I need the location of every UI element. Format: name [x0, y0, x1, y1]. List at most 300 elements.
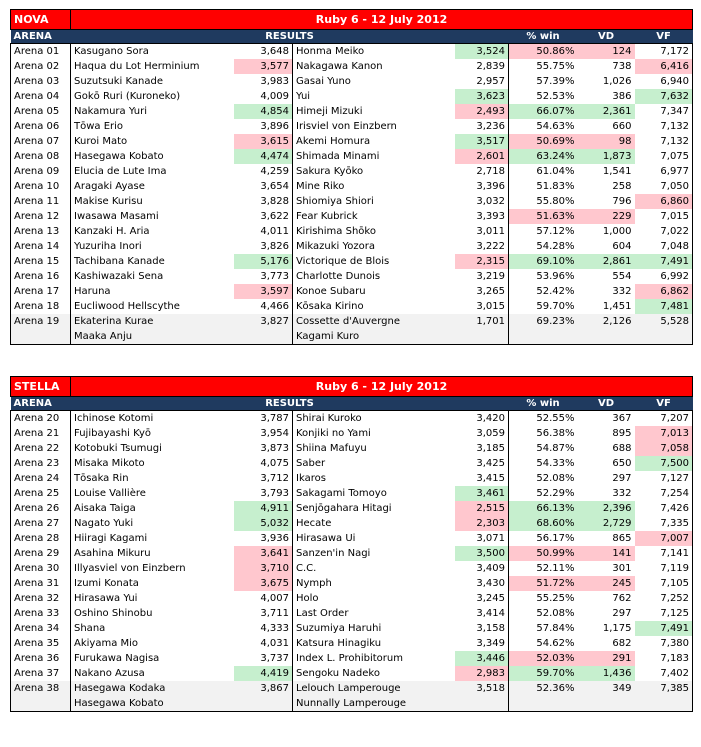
- vote-difference: 865: [612, 533, 632, 544]
- arena-label: Arena 11: [11, 194, 71, 209]
- player2-score: 2,303: [455, 516, 509, 531]
- header-arena: ARENA: [11, 397, 71, 411]
- table-row: [11, 59, 693, 74]
- player2-name: Ikaros: [296, 473, 326, 484]
- player1-score: 3,867: [234, 681, 293, 712]
- vote-difference: 332: [612, 488, 632, 499]
- player1-score: 4,031: [234, 636, 293, 651]
- vote-difference: 554: [612, 271, 632, 282]
- section-title: Ruby 6 - 12 July 2012: [71, 377, 693, 397]
- player2-name: Mikazuki Yozora: [296, 241, 375, 252]
- player2-score: 3,430: [455, 576, 509, 591]
- player2-score: 2,983: [455, 666, 509, 681]
- player2-score: 3,349: [455, 636, 509, 651]
- player1-name: Akiyama Mio: [74, 638, 139, 649]
- player1-name: Kasugano Sora: [71, 44, 234, 60]
- vote-difference: 1,873: [578, 149, 635, 164]
- player2-name: Mine Riko: [296, 181, 345, 192]
- vote-difference: 297: [612, 608, 632, 619]
- section-title-row: [11, 377, 693, 397]
- arena-label: Arena 21: [11, 426, 71, 441]
- player2-score: 2,718: [455, 164, 509, 179]
- win-percent: 66.13%: [509, 501, 578, 516]
- player1-names: [71, 681, 234, 712]
- table-row: [11, 591, 693, 606]
- player1-name: Shana: [74, 623, 106, 634]
- player1-name: Kanzaki H. Aria: [74, 226, 150, 237]
- vote-difference: 1,175: [602, 623, 632, 634]
- player1-score: 4,009: [234, 89, 293, 104]
- player1-score: 4,259: [234, 164, 293, 179]
- player2-score: 3,524: [455, 44, 509, 60]
- vote-difference: 2,126: [578, 314, 635, 345]
- player2-score: 3,518: [455, 681, 509, 712]
- vote-difference: 738: [612, 61, 632, 72]
- vote-final: 6,860: [635, 194, 693, 209]
- player1-score: 3,622: [234, 209, 293, 224]
- arena-label: Arena 15: [11, 254, 71, 269]
- arena-label: Arena 16: [11, 269, 71, 284]
- player1-name-a: Ekaterina Kurae: [74, 316, 154, 327]
- win-percent: 52.53%: [536, 91, 575, 102]
- vote-final: 7,385: [635, 681, 693, 712]
- arena-label: Arena 28: [11, 531, 71, 546]
- table-row: [11, 441, 693, 456]
- header-row: [11, 397, 693, 411]
- player1-score: 4,011: [234, 224, 293, 239]
- vote-difference: 688: [612, 443, 632, 454]
- vote-final: 7,500: [635, 456, 693, 471]
- player1-name: Nakano Azusa: [74, 668, 145, 679]
- player1-score: 3,675: [234, 576, 293, 591]
- header-vd: VD: [578, 30, 635, 44]
- player1-score: 3,896: [234, 119, 293, 134]
- vote-final: 7,132: [635, 119, 693, 134]
- table-row: [11, 224, 693, 239]
- player2-score: 1,701: [455, 314, 509, 345]
- player2-name-b: Nunnally Lamperouge: [296, 698, 407, 709]
- player1-score: 4,911: [234, 501, 293, 516]
- table-row: [11, 104, 693, 119]
- vote-final: 5,528: [635, 314, 693, 345]
- vote-final: 7,481: [635, 299, 693, 314]
- win-percent: 59.70%: [536, 301, 575, 312]
- vote-difference: 2,861: [578, 254, 635, 269]
- table-row: [11, 134, 693, 149]
- player1-score: 4,007: [234, 591, 293, 606]
- player2-name: Irisviel von Einzbern: [296, 121, 397, 132]
- player1-score: 3,793: [234, 486, 293, 501]
- arena-label: Arena 38: [11, 681, 71, 712]
- player2-name: C.C.: [296, 563, 317, 574]
- section-title-row: [11, 10, 693, 30]
- player2-name: Sanzen'in Nagi: [296, 548, 371, 559]
- player1-name-a: Hasegawa Kodaka: [74, 683, 166, 694]
- vote-difference: 1,026: [602, 76, 632, 87]
- player1-score: 3,827: [234, 314, 293, 345]
- arena-label: Arena 17: [11, 284, 71, 299]
- section-title: Ruby 6 - 12 July 2012: [71, 10, 693, 30]
- vote-difference: 291: [578, 651, 635, 666]
- arena-label: Arena 08: [11, 149, 71, 164]
- player1-name: Tōwa Erio: [74, 121, 124, 132]
- table-row: [11, 486, 693, 501]
- player2-name: Shiomiya Shiori: [296, 196, 374, 207]
- vote-difference: 1,436: [578, 666, 635, 681]
- player2-score: 3,059: [455, 426, 509, 441]
- arena-label: Arena 34: [11, 621, 71, 636]
- player1-score: 3,597: [234, 284, 293, 299]
- vote-difference: 1,541: [602, 166, 632, 177]
- player1-name: Hiiragi Kagami: [74, 533, 148, 544]
- vote-final: 7,632: [635, 89, 693, 104]
- table-row: [11, 284, 693, 299]
- player1-name: Kuroi Mato: [74, 136, 128, 147]
- vote-difference: 386: [612, 91, 632, 102]
- arena-label: Arena 35: [11, 636, 71, 651]
- player1-score: 3,828: [234, 194, 293, 209]
- table-row: [11, 651, 693, 666]
- arena-label: Arena 25: [11, 486, 71, 501]
- win-percent: 50.86%: [509, 44, 578, 60]
- arena-label: Arena 06: [11, 119, 71, 134]
- vote-final: 7,347: [635, 104, 693, 119]
- player1-name: Nagato Yuki: [74, 518, 134, 529]
- player1-name: Ichinose Kotomi: [71, 411, 234, 427]
- player2-score: 3,032: [455, 194, 509, 209]
- table-row: [11, 119, 693, 134]
- player1-score: 3,787: [234, 411, 293, 427]
- player2-score: 3,425: [455, 456, 509, 471]
- player1-score: 3,712: [234, 471, 293, 486]
- player2-score: 3,393: [455, 209, 509, 224]
- player2-score: 2,515: [455, 501, 509, 516]
- win-percent: 54.62%: [536, 638, 575, 649]
- player2-score: 3,219: [455, 269, 509, 284]
- player1-score: 3,710: [234, 561, 293, 576]
- vote-final: 7,050: [635, 179, 693, 194]
- arena-label: Arena 29: [11, 546, 71, 561]
- vote-final: 7,015: [635, 209, 693, 224]
- player1-name: Izumi Konata: [74, 578, 139, 589]
- table-row: [11, 411, 693, 427]
- vote-final: 7,022: [635, 224, 693, 239]
- table-row: [11, 149, 693, 164]
- vote-final: 7,335: [635, 516, 693, 531]
- win-percent: 54.28%: [536, 241, 575, 252]
- player1-name: Kotobuki Tsumugi: [74, 443, 162, 454]
- player2-score: 2,493: [455, 104, 509, 119]
- player1-score: 4,419: [234, 666, 293, 681]
- vote-difference: 895: [612, 428, 632, 439]
- win-percent: 52.29%: [536, 488, 575, 499]
- vote-difference: 367: [578, 411, 635, 427]
- table-row: [11, 666, 693, 681]
- player2-name: Kōsaka Kirino: [296, 301, 364, 312]
- player1-name: Kashiwazaki Sena: [74, 271, 164, 282]
- player1-name: Hasegawa Kobato: [74, 151, 164, 162]
- nova-body: [11, 10, 693, 345]
- player2-name-a: Cossette d'Auvergne: [296, 316, 400, 327]
- arena-label: Arena 26: [11, 501, 71, 516]
- player1-name: Louise Vallière: [74, 488, 146, 499]
- player2-score: 3,236: [455, 119, 509, 134]
- stella-body: [11, 377, 693, 712]
- player2-score: 3,185: [455, 441, 509, 456]
- player2-score: 3,245: [455, 591, 509, 606]
- player2-name: Kirishima Shōko: [296, 226, 376, 237]
- player2-name: Sengoku Nadeko: [296, 668, 380, 679]
- win-percent: 52.08%: [536, 608, 575, 619]
- arena-label: Arena 31: [11, 576, 71, 591]
- header-vf: VF: [635, 397, 693, 411]
- win-percent: 56.38%: [536, 428, 575, 439]
- player2-score: 3,500: [455, 546, 509, 561]
- vote-final: 6,977: [635, 164, 693, 179]
- win-percent: 53.96%: [536, 271, 575, 282]
- vote-final: 7,105: [635, 576, 693, 591]
- header-results: RESULTS: [71, 397, 509, 411]
- vote-difference: 1,451: [602, 301, 632, 312]
- player1-score: 3,711: [234, 606, 293, 621]
- player1-score: 3,873: [234, 441, 293, 456]
- table-row-final: [11, 314, 693, 345]
- player1-score: 4,466: [234, 299, 293, 314]
- arena-label: Arena 13: [11, 224, 71, 239]
- player2-score: 3,158: [455, 621, 509, 636]
- win-percent: 51.83%: [536, 181, 575, 192]
- win-percent: 55.25%: [536, 593, 575, 604]
- header-vd: VD: [578, 397, 635, 411]
- header-row: [11, 30, 693, 44]
- player1-name: Aragaki Ayase: [74, 181, 145, 192]
- header-pct: % win: [509, 397, 578, 411]
- player2-name: Shiina Mafuyu: [296, 443, 367, 454]
- table-row: [11, 74, 693, 89]
- table-row: [11, 299, 693, 314]
- player2-name: Gasai Yuno: [296, 76, 351, 87]
- win-percent: 57.39%: [536, 76, 575, 87]
- vote-difference: 245: [578, 576, 635, 591]
- win-percent: 52.11%: [536, 563, 575, 574]
- vote-difference: 796: [612, 196, 632, 207]
- player1-name: Haruna: [74, 286, 111, 297]
- win-percent: 61.04%: [536, 166, 575, 177]
- table-row: [11, 606, 693, 621]
- player2-score: 3,071: [455, 531, 509, 546]
- table-row: [11, 471, 693, 486]
- player2-name: Konoe Subaru: [296, 286, 366, 297]
- player1-name: Makise Kurisu: [74, 196, 143, 207]
- player1-score: 3,936: [234, 531, 293, 546]
- player2-score: 3,446: [455, 651, 509, 666]
- vote-final: 6,940: [635, 74, 693, 89]
- table-row: [11, 561, 693, 576]
- arena-label: Arena 23: [11, 456, 71, 471]
- arena-label: Arena 32: [11, 591, 71, 606]
- vote-difference: 2,396: [578, 501, 635, 516]
- player1-score: 3,641: [234, 546, 293, 561]
- player2-name: Fear Kubrick: [296, 211, 358, 222]
- player2-name: Suzumiya Haruhi: [296, 623, 382, 634]
- player2-score: 3,414: [455, 606, 509, 621]
- player1-name: Misaka Mikoto: [74, 458, 145, 469]
- vote-final: 7,491: [635, 621, 693, 636]
- table-row-final: [11, 681, 693, 712]
- win-percent: 55.80%: [536, 196, 575, 207]
- vote-difference: 682: [612, 638, 632, 649]
- player2-score: 2,315: [455, 254, 509, 269]
- vote-difference: 98: [578, 134, 635, 149]
- player1-name: Suzutsuki Kanade: [74, 76, 163, 87]
- player1-name: Oshino Shinobu: [74, 608, 153, 619]
- vote-difference: 1,000: [602, 226, 632, 237]
- table-row: [11, 546, 693, 561]
- vote-final: 7,252: [635, 591, 693, 606]
- player1-score: 3,577: [234, 59, 293, 74]
- vote-final: 7,141: [635, 546, 693, 561]
- player1-name: Fujibayashi Kyō: [74, 428, 151, 439]
- table-row: [11, 531, 693, 546]
- win-percent: 52.08%: [536, 473, 575, 484]
- vote-final: 7,172: [635, 44, 693, 60]
- player1-score: 5,032: [234, 516, 293, 531]
- player2-score: 2,839: [455, 59, 509, 74]
- vote-final: 7,132: [635, 134, 693, 149]
- section-name: NOVA: [11, 10, 71, 30]
- win-percent: 55.75%: [536, 61, 575, 72]
- player1-names: [71, 314, 234, 345]
- table-row: [11, 456, 693, 471]
- player1-name: Tōsaka Rin: [74, 473, 129, 484]
- player1-score: 3,983: [234, 74, 293, 89]
- win-percent: 51.72%: [509, 576, 578, 591]
- table-row: [11, 501, 693, 516]
- win-percent: 54.63%: [536, 121, 575, 132]
- vote-difference: 2,361: [578, 104, 635, 119]
- win-percent: 57.84%: [536, 623, 575, 634]
- player2-score: 2,957: [455, 74, 509, 89]
- arena-label: Arena 10: [11, 179, 71, 194]
- table-row: [11, 194, 693, 209]
- vote-final: 7,254: [635, 486, 693, 501]
- player2-name: Holo: [296, 593, 319, 604]
- player1-score: 4,854: [234, 104, 293, 119]
- player1-score: 4,333: [234, 621, 293, 636]
- player2-score: 3,222: [455, 239, 509, 254]
- player1-name-b: Hasegawa Kobato: [74, 698, 164, 709]
- arena-label: Arena 30: [11, 561, 71, 576]
- player2-score: 2,601: [455, 149, 509, 164]
- player2-name: Sakagami Tomoyo: [296, 488, 387, 499]
- player1-score: 3,654: [234, 179, 293, 194]
- vote-final: 7,007: [635, 531, 693, 546]
- nova-table: [10, 9, 693, 345]
- player1-score: 3,773: [234, 269, 293, 284]
- vote-difference: 650: [612, 458, 632, 469]
- win-percent: 69.23%: [509, 314, 578, 345]
- player1-name: Yuzuriha Inori: [74, 241, 142, 252]
- arena-label: Arena 03: [11, 74, 71, 89]
- player1-name: Haqua du Lot Herminium: [74, 61, 200, 72]
- player2-name: Hecate: [296, 518, 332, 529]
- player2-score: 3,015: [455, 299, 509, 314]
- player2-name: Yui: [296, 91, 311, 102]
- player1-name: Hirasawa Yui: [74, 593, 138, 604]
- player2-name: Victorique de Blois: [296, 256, 390, 267]
- player1-name: Asahina Mikuru: [74, 548, 151, 559]
- table-row: [11, 576, 693, 591]
- vote-final: 7,119: [635, 561, 693, 576]
- arena-label: Arena 02: [11, 59, 71, 74]
- player2-score: 3,265: [455, 284, 509, 299]
- win-percent: 52.36%: [509, 681, 578, 712]
- player2-name: Nymph: [296, 578, 332, 589]
- table-row: [11, 516, 693, 531]
- player1-name: Tachibana Kanade: [74, 256, 165, 267]
- player2-name: Konjiki no Yami: [296, 428, 371, 439]
- player2-name: Nakagawa Kanon: [296, 61, 383, 72]
- vote-final: 7,125: [635, 606, 693, 621]
- arena-label: Arena 19: [11, 314, 71, 345]
- vote-final: 7,183: [635, 651, 693, 666]
- player2-name: Sakura Kyōko: [296, 166, 364, 177]
- player2-score: 3,420: [455, 411, 509, 427]
- player1-score: 3,648: [234, 44, 293, 60]
- table-row: [11, 179, 693, 194]
- win-percent: 56.17%: [536, 533, 575, 544]
- player2-name: Katsura Hinagiku: [296, 638, 382, 649]
- vote-final: 7,127: [635, 471, 693, 486]
- player1-score: 3,615: [234, 134, 293, 149]
- player2-score: 3,623: [455, 89, 509, 104]
- player2-name: Himeji Mizuki: [296, 106, 363, 117]
- arena-label: Arena 09: [11, 164, 71, 179]
- vote-final: 7,048: [635, 239, 693, 254]
- vote-difference: 2,729: [578, 516, 635, 531]
- player1-name: Gokō Ruri (Kuroneko): [74, 91, 181, 102]
- player1-name: Aisaka Taiga: [74, 503, 136, 514]
- win-percent: 69.10%: [509, 254, 578, 269]
- win-percent: 63.24%: [509, 149, 578, 164]
- arena-label: Arena 18: [11, 299, 71, 314]
- vote-difference: 762: [612, 593, 632, 604]
- win-percent: 50.69%: [509, 134, 578, 149]
- vote-difference: 124: [578, 44, 635, 60]
- vote-final: 7,380: [635, 636, 693, 651]
- table-row: [11, 44, 693, 60]
- player1-name: Eucliwood Hellscythe: [74, 301, 180, 312]
- vote-final: 6,862: [635, 284, 693, 299]
- player1-name: Elucia de Lute Ima: [74, 166, 167, 177]
- player1-score: 4,075: [234, 456, 293, 471]
- player1-name: Iwasawa Masami: [74, 211, 159, 222]
- vote-difference: 349: [578, 681, 635, 712]
- win-percent: 57.12%: [536, 226, 575, 237]
- arena-label: Arena 04: [11, 89, 71, 104]
- player2-name: Last Order: [296, 608, 349, 619]
- arena-label: Arena 01: [11, 44, 71, 60]
- player2-name: Shimada Minami: [296, 151, 380, 162]
- vote-final: 7,491: [635, 254, 693, 269]
- header-arena: ARENA: [11, 30, 71, 44]
- arena-label: Arena 07: [11, 134, 71, 149]
- table-row: [11, 269, 693, 284]
- stella-table: [10, 376, 693, 712]
- win-percent: 59.70%: [509, 666, 578, 681]
- table-row: [11, 89, 693, 104]
- table-row: [11, 636, 693, 651]
